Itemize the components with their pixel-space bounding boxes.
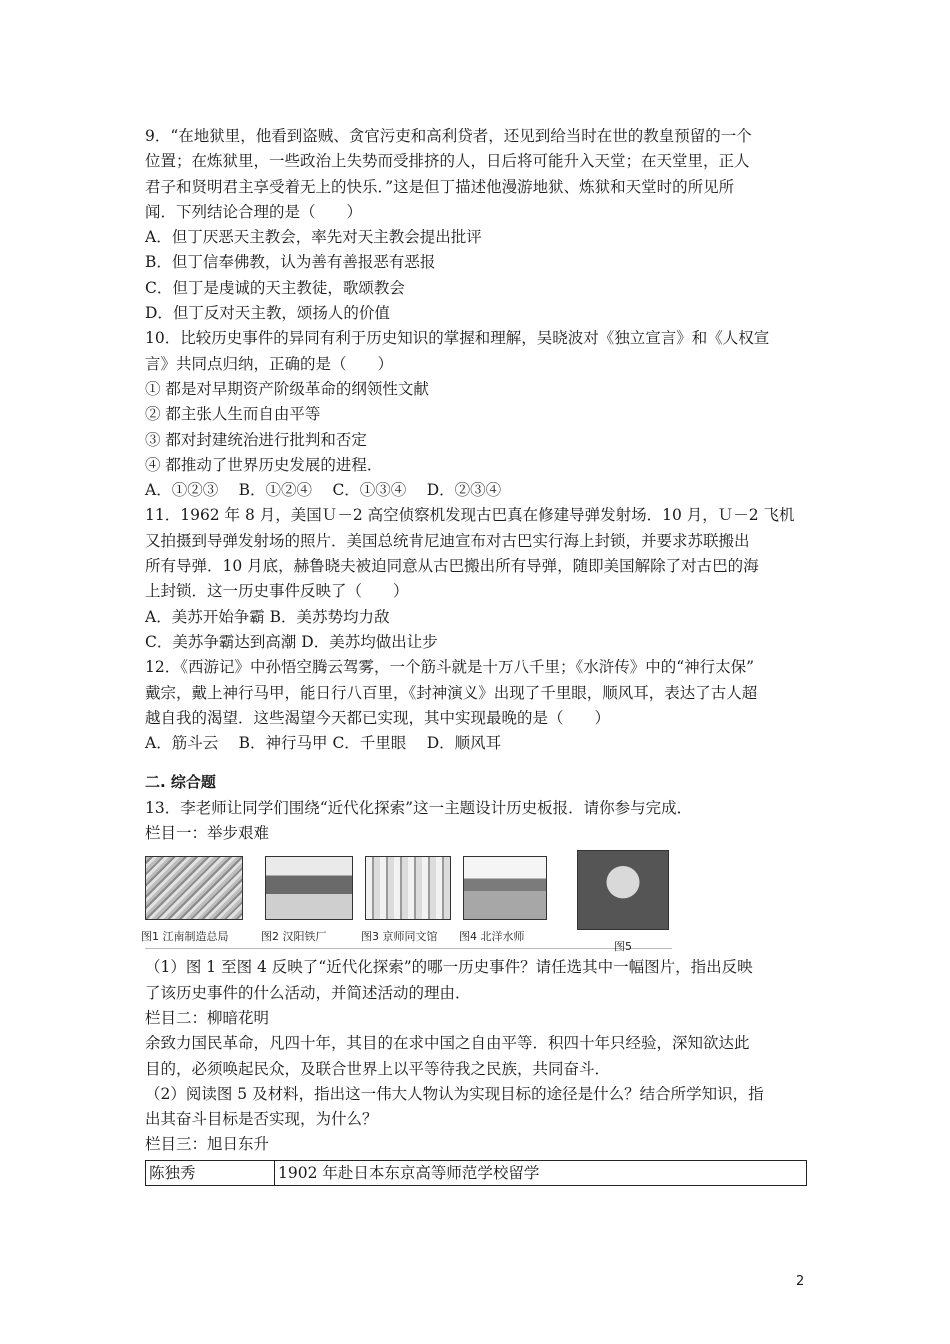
q12-stem-line: 12．《西游记》中孙悟空腾云驾雾，一个筋斗就是十万八千里；《水浒传》中的“神行太保” [145,658,755,677]
figure-2 [261,850,353,948]
question-12 [145,655,810,756]
section-gap [145,756,810,770]
q11-options-cd: C．美苏争霸达到高潮 D．美苏均做出让步 [145,632,438,651]
question-10 [145,326,810,503]
figure-4 [459,850,547,948]
q13-intro: 13．李老师让同学们围绕“近代化探索”这一主题设计历史板报．请你参与完成． [145,798,693,817]
q9-stem-line: 位置；在炼狱里，一些政治上失势而受排挤的人，日后将可能升入天堂；在天堂里，正人 [145,152,750,171]
q13-material-line: 余致力国民革命，凡四十年，其目的在求中国之自由平等．积四十年只经验，深知欲达此 [145,1034,750,1053]
q13-material-line: 目的，必须唤起民众，及联合世界上以平等待我之民族，共同奋斗． [145,1059,611,1078]
figure-4-image [463,856,547,920]
figure-5 [577,850,669,954]
question-13 [141,796,810,1186]
q10-stem-line: 言》共同点归纳，正确的是（ ） [145,354,394,373]
q9-option-d: D．但丁反对天主教，颂扬人的价值 [145,304,390,323]
page-number: 2 [796,1274,805,1289]
table-cell-name: 陈独秀 [146,1160,275,1185]
q12-options: A．筋斗云 B．神行马甲 C．千里眼 D．顺风耳 [145,734,502,753]
figure-3-caption: 图3 京师同文馆 [361,930,438,944]
figure-5-portrait-image [577,850,669,930]
figure-1-image [145,856,243,920]
q9-option-a: A．但丁厌恶天主教会，率先对天主教会提出批评 [145,228,482,247]
figure-strip [141,850,672,954]
figure-4-caption: 图4 北洋水师 [459,930,525,944]
column-2-title: 栏目二：柳暗花明 [145,1008,270,1027]
q10-item-1: ① 都是对早期资产阶级革命的纲领性文献 [145,379,429,398]
figure-5-caption: 图5 [614,940,632,954]
figure-3 [361,850,451,948]
q11-stem-line: 所有导弹．10 月底，赫鲁晓夫被迫同意从古巴搬出所有导弹，随即美国解除了对古巴的海 [145,557,759,576]
table-row [146,1160,807,1185]
q10-options: A．①②③ B．①②④ C．①③④ D．②③④ [145,481,502,500]
q13-part2-line: （2）阅读图 5 及材料，指出这一伟大人物认为实现目标的途径是什么？结合所学知识，指 [145,1084,764,1103]
question-11 [145,503,810,655]
q11-stem-line: 11．1962 年 8 月，美国Ｕ－2 高空侦察机发现古巴真在修建导弹发射场．10 月，Ｕ－2 飞机 [145,506,795,525]
q9-stem-line: 君子和贤明君主享受着无上的快乐．”这是但丁描述他漫游地狱、炼狱和天堂时的所见所 [145,177,735,196]
q11-stem-line: 上封锁．这一历史事件反映了（ ） [145,582,409,601]
q10-stem-line: 10．比较历史事件的异同有利于历史知识的掌握和理解，吴晓波对《独立宣言》和《人权宣 [145,329,770,348]
q13-part2-line: 出其奋斗目标是否实现，为什么？ [145,1110,378,1129]
q10-item-2: ② 都主张人生而自由平等 [145,405,321,424]
question-9 [145,124,810,326]
q13-part1-line: 了该历史事件的什么活动，并简述活动的理由． [145,983,471,1002]
q10-item-4: ④ 都推动了世界历史发展的进程． [145,455,383,474]
q9-option-b: B．但丁信奉佛教，认为善有善报恶有恶报 [145,253,436,272]
column-3-title: 栏目三：旭日东升 [145,1135,270,1154]
q12-stem-line: 越自我的渴望．这些渴望今天都已实现，其中实现最晚的是（ ） [145,708,611,727]
q9-stem-line: 闻．下列结论合理的是（ ） [145,202,363,221]
q12-stem-line: 戴宗，戴上神行马甲，能日行八百里，《封神演义》出现了千里眼，顺风耳，表达了古人超 [145,683,758,702]
q9-stem-line: 9．“在地狱里，他看到盗贼、贪官污吏和高利贷者，还见到给当时在世的教皇预留的一个 [145,127,752,145]
q13-part1-line: （1）图 1 至图 4 反映了“近代化探索”的哪一历史事件？请任选其中一幅图片，指出反映 [145,958,753,977]
figure-1-caption: 图1 江南制造总局 [141,930,229,944]
info-table [145,1160,807,1186]
figure-2-image [265,856,353,920]
document-body [141,124,810,1186]
column-1-title: 栏目一：举步艰难 [145,824,270,843]
table-cell-event: 1902 年赴日本东京高等师范学校留学 [275,1160,807,1185]
q11-stem-line: 又拍摄到导弹发射场的照片．美国总统肯尼迪宣布对古巴实行海上封锁，并要求苏联搬出 [145,531,750,550]
figure-3-image [365,856,451,920]
q9-option-c: C．但丁是虔诚的天主教徒，歌颂教会 [145,278,405,297]
figure-2-caption: 图2 汉阳铁厂 [261,930,327,944]
q10-item-3: ③ 都对封建统治进行批判和否定 [145,430,367,449]
section-title: 二. 综合题 [145,773,216,792]
q11-options-ab: A．美苏开始争霸 B．美苏势均力敌 [145,607,390,626]
figure-1 [141,850,243,948]
